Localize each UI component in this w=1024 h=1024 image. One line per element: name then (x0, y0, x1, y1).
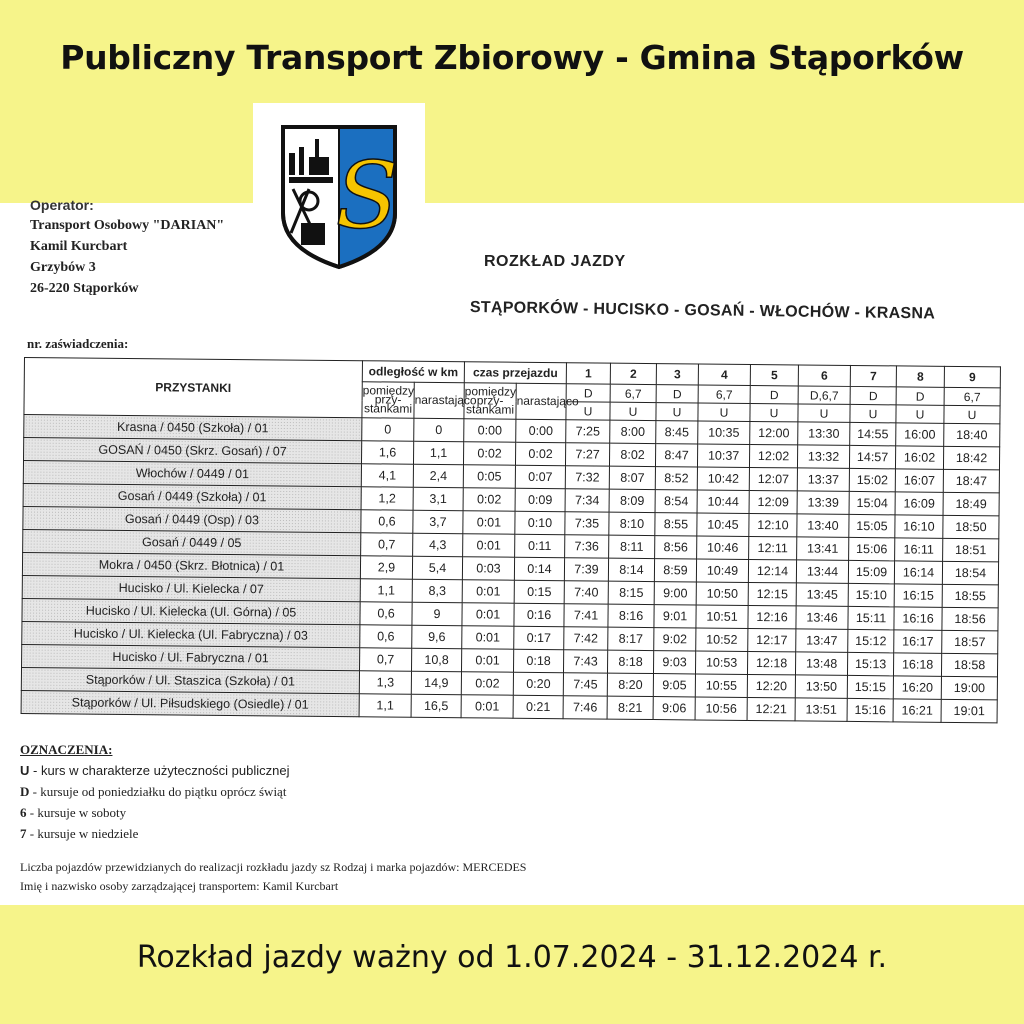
departure-time-cell: 15:13 (848, 652, 894, 675)
departure-time-cell: 13:37 (797, 468, 849, 491)
time-between-cell: 0:03 (462, 557, 514, 580)
stop-name-cell: Hucisko / Ul. Kielecka / 07 (22, 575, 360, 601)
departure-time-cell: 19:01 (941, 699, 997, 723)
departure-time-cell: 7:45 (563, 673, 607, 696)
departure-time-cell: 12:11 (749, 536, 797, 559)
time-between-cell: 0:01 (461, 695, 513, 718)
departure-time-cell: 13:32 (798, 445, 850, 468)
departure-time-cell: 16:16 (894, 607, 942, 630)
departure-time-cell: 8:07 (609, 466, 655, 489)
distance-cumulative-cell: 0 (414, 418, 464, 441)
distance-between-cell: 0 (362, 418, 414, 441)
course-days-cell: D (850, 386, 896, 404)
course-type-cell: U (944, 405, 1000, 424)
operator-label: Operator: (30, 197, 94, 213)
departure-time-cell: 12:18 (748, 651, 796, 674)
course-days-cell: D (896, 387, 944, 405)
departure-time-cell: 7:42 (564, 627, 608, 650)
departure-time-cell: 9:06 (653, 697, 695, 720)
departure-time-cell: 18:42 (943, 446, 999, 470)
coat-of-arms-icon (279, 123, 399, 271)
stop-name-cell: Stąporków / Ul. Piłsudskiego (Osiedle) / 01 (21, 690, 359, 716)
distance-between-cell: 4,1 (361, 464, 413, 487)
notes (20, 858, 526, 896)
departure-time-cell: 18:57 (942, 630, 998, 654)
departure-time-cell: 8:09 (609, 489, 655, 512)
departure-time-cell: 13:30 (798, 422, 850, 445)
departure-time-cell: 10:46 (697, 536, 749, 559)
time-cumulative-cell: 0:09 (515, 488, 565, 511)
departure-time-cell: 10:42 (697, 467, 749, 490)
course-type-cell: U (750, 403, 798, 421)
time-between-header: pomiędzy przy-stankami (464, 383, 516, 419)
course-number-header: 8 (896, 366, 944, 387)
departure-time-cell: 15:10 (848, 583, 894, 606)
departure-time-cell: 8:45 (656, 421, 698, 444)
departure-time-cell: 12:21 (747, 697, 795, 720)
departure-time-cell: 15:02 (849, 468, 895, 491)
departure-time-cell: 16:11 (895, 538, 943, 561)
time-cumulative-cell: 0:16 (514, 603, 564, 626)
departure-time-cell: 18:47 (943, 469, 999, 493)
time-cumulative-cell: 0:10 (515, 511, 565, 534)
distance-cumulative-cell: 5,4 (412, 556, 462, 579)
operator-line: Grzybów 3 (30, 260, 96, 275)
departure-time-cell: 19:00 (941, 676, 997, 700)
departure-time-cell: 18:40 (944, 423, 1000, 447)
departure-time-cell: 12:17 (748, 628, 796, 651)
stop-name-cell: Włochów / 0449 / 01 (23, 461, 361, 487)
departure-time-cell: 13:40 (797, 514, 849, 537)
operator-line: Kamil Kurcbart (30, 239, 128, 254)
departure-time-cell: 7:36 (565, 535, 609, 558)
departure-time-cell: 7:35 (565, 512, 609, 535)
vehicles-note: Liczba pojazdów przewidzianych do realizacji rozkładu jazdy sz Rodzaj i marka pojazdów: MERCEDES (20, 860, 527, 874)
course-number-header: 6 (798, 365, 850, 386)
stop-name-cell: Gosań / 0449 (Osp) / 03 (23, 506, 361, 532)
departure-time-cell: 12:14 (748, 559, 796, 582)
departure-time-cell: 10:45 (697, 513, 749, 536)
course-days-cell: 6,7 (698, 385, 750, 403)
logo-panel (253, 103, 425, 275)
distance-between-cell: 0,6 (361, 510, 413, 533)
departure-time-cell: 13:51 (795, 698, 847, 721)
departure-time-cell: 12:02 (750, 444, 798, 467)
time-between-cell: 0:05 (463, 465, 515, 488)
departure-time-cell: 15:06 (849, 537, 895, 560)
stop-name-cell: Gosań / 0449 / 05 (23, 529, 361, 555)
departure-time-cell: 18:58 (942, 653, 998, 677)
departure-time-cell: 13:41 (797, 537, 849, 560)
departure-time-cell: 8:02 (610, 443, 656, 466)
departure-time-cell: 7:43 (564, 650, 608, 673)
departure-time-cell: 12:16 (748, 605, 796, 628)
page-title: Publiczny Transport Zbiorowy - Gmina Stąporków (60, 38, 964, 77)
departure-time-cell: 12:10 (749, 513, 797, 536)
departure-time-cell: 8:15 (608, 581, 654, 604)
timetable-table-wrap (21, 357, 1001, 723)
stop-name-cell: Gosań / 0449 (Szkoła) / 01 (23, 483, 361, 509)
course-type-cell: U (610, 402, 656, 420)
departure-time-cell: 12:20 (747, 674, 795, 697)
time-cumulative-header: narastająco (516, 383, 566, 419)
departure-time-cell: 10:53 (696, 651, 748, 674)
schedule-title: ROZKŁAD JAZDY (484, 253, 626, 270)
time-header: czas przejazdu (464, 362, 566, 384)
course-number-header: 1 (566, 363, 610, 384)
departure-time-cell: 16:09 (895, 492, 943, 515)
distance-cumulative-cell: 2,4 (413, 464, 463, 487)
course-days-cell: 6,7 (944, 387, 1000, 406)
distance-cumulative-cell: 9 (412, 602, 462, 625)
time-cumulative-cell: 0:20 (513, 672, 563, 695)
svg-text:S: S (335, 142, 399, 249)
distance-between-cell: 0,6 (360, 602, 412, 625)
departure-time-cell: 9:05 (653, 674, 695, 697)
time-cumulative-cell: 0:11 (515, 534, 565, 557)
departure-time-cell: 14:57 (849, 445, 895, 468)
departure-time-cell: 12:09 (749, 490, 797, 513)
departure-time-cell: 8:47 (656, 444, 698, 467)
distance-cumulative-cell: 9,6 (412, 625, 462, 648)
distance-between-header: pomiędzy przy-stankami (362, 382, 414, 418)
departure-time-cell: 9:03 (654, 651, 696, 674)
distance-between-cell: 1,1 (360, 579, 412, 602)
operator-line: 26-220 Stąporków (30, 281, 139, 296)
operator-line: Transport Osobowy "DARIAN" (30, 218, 225, 233)
time-between-cell: 0:00 (464, 419, 516, 442)
departure-time-cell: 9:01 (654, 605, 696, 628)
departure-time-cell: 13:47 (796, 629, 848, 652)
departure-time-cell: 16:20 (893, 676, 941, 699)
time-between-cell: 0:02 (463, 488, 515, 511)
timetable-table (21, 357, 1001, 723)
departure-time-cell: 18:54 (942, 561, 998, 585)
time-between-cell: 0:02 (461, 672, 513, 695)
course-type-cell: U (698, 403, 750, 421)
stop-name-cell: Hucisko / Ul. Kielecka (Ul. Górna) / 05 (22, 598, 360, 624)
departure-time-cell: 10:35 (698, 421, 750, 444)
departure-time-cell: 13:48 (796, 652, 848, 675)
distance-cumulative-cell: 4,3 (413, 533, 463, 556)
course-number-header: 4 (698, 364, 750, 385)
course-number-header: 7 (850, 365, 896, 386)
departure-time-cell: 10:51 (696, 605, 748, 628)
departure-time-cell: 15:11 (848, 606, 894, 629)
course-type-cell: U (896, 405, 944, 423)
departure-time-cell: 12:15 (748, 582, 796, 605)
time-between-cell: 0:01 (463, 534, 515, 557)
departure-time-cell: 16:18 (894, 653, 942, 676)
distance-between-cell: 0,7 (360, 648, 412, 671)
departure-time-cell: 8:20 (607, 673, 653, 696)
distance-between-cell: 1,6 (361, 441, 413, 464)
time-between-cell: 0:01 (462, 580, 514, 603)
departure-time-cell: 8:11 (609, 535, 655, 558)
departure-time-cell: 10:56 (695, 697, 747, 720)
departure-time-cell: 15:09 (848, 560, 894, 583)
time-between-cell: 0:02 (464, 442, 516, 465)
course-number-header: 2 (610, 363, 656, 384)
distance-cumulative-cell: 3,7 (413, 510, 463, 533)
course-number-header: 5 (750, 364, 798, 385)
departure-time-cell: 8:16 (608, 604, 654, 627)
stop-name-cell: Krasna / 0450 (Szkoła) / 01 (24, 415, 362, 441)
departure-time-cell: 18:50 (943, 515, 999, 539)
departure-time-cell: 7:25 (566, 420, 610, 443)
stop-name-cell: Mokra / 0450 (Skrz. Błotnica) / 01 (22, 552, 360, 578)
departure-time-cell: 12:07 (749, 467, 797, 490)
course-days-cell: D,6,7 (798, 386, 850, 404)
time-between-cell: 0:01 (462, 649, 514, 672)
departure-time-cell: 10:55 (695, 674, 747, 697)
departure-time-cell: 15:05 (849, 514, 895, 537)
course-days-cell: D (750, 385, 798, 403)
departure-time-cell: 18:56 (942, 607, 998, 631)
distance-cumulative-cell: 10,8 (412, 648, 462, 671)
departure-time-cell: 8:55 (655, 513, 697, 536)
departure-time-cell: 10:37 (698, 444, 750, 467)
departure-time-cell: 10:52 (696, 628, 748, 651)
departure-time-cell: 16:07 (895, 469, 943, 492)
departure-time-cell: 8:18 (608, 650, 654, 673)
course-type-cell: U (850, 404, 896, 422)
timetable-document (0, 197, 1024, 905)
time-between-cell: 0:01 (462, 626, 514, 649)
legend-title: OZNACZENIA: (20, 742, 113, 757)
course-days-cell: D (566, 384, 610, 402)
departure-time-cell: 8:54 (655, 490, 697, 513)
departure-time-cell: 16:21 (893, 699, 941, 722)
course-number-header: 3 (656, 364, 698, 385)
distance-cumulative-header: narastająco (414, 382, 464, 418)
departure-time-cell: 10:50 (696, 582, 748, 605)
distance-cumulative-cell: 3,1 (413, 487, 463, 510)
time-cumulative-cell: 0:00 (516, 419, 566, 442)
departure-time-cell: 7:27 (566, 443, 610, 466)
legend-item: D - kursuje od poniedziałku do piątku oprócz świąt (20, 784, 287, 799)
course-number-header: 9 (944, 366, 1000, 388)
time-cumulative-cell: 0:17 (514, 626, 564, 649)
stops-header: PRZYSTANKI (24, 358, 363, 418)
departure-time-cell: 9:00 (654, 582, 696, 605)
legend-item: 6 - kursuje w soboty (20, 805, 127, 820)
departure-time-cell: 12:00 (750, 421, 798, 444)
distance-cumulative-cell: 1,1 (413, 441, 463, 464)
time-cumulative-cell: 0:14 (514, 557, 564, 580)
course-type-cell: U (566, 402, 610, 420)
time-cumulative-cell: 0:21 (513, 695, 563, 718)
departure-time-cell: 9:02 (654, 628, 696, 651)
departure-time-cell: 13:46 (796, 606, 848, 629)
departure-time-cell: 16:17 (894, 630, 942, 653)
route-title: STĄPORKÓW - HUCISKO - GOSAŃ - WŁOCHÓW - KRASNA (469, 299, 936, 323)
departure-time-cell: 15:04 (849, 491, 895, 514)
course-days-cell: D (656, 385, 698, 403)
distance-between-cell: 1,3 (359, 671, 411, 694)
departure-time-cell: 18:55 (942, 584, 998, 608)
departure-time-cell: 10:49 (696, 559, 748, 582)
course-days-cell: 6,7 (610, 384, 656, 402)
certificate-label: nr. zaświadczenia: (27, 336, 129, 351)
departure-time-cell: 18:51 (943, 538, 999, 562)
departure-time-cell: 8:59 (654, 559, 696, 582)
departure-time-cell: 7:40 (564, 581, 608, 604)
manager-note: Imię i nazwisko osoby zarządzającej transportem: Kamil Kurcbart (20, 879, 339, 893)
departure-time-cell: 16:15 (894, 584, 942, 607)
departure-time-cell: 18:49 (943, 492, 999, 516)
distance-between-cell: 0,7 (361, 533, 413, 556)
departure-time-cell: 16:14 (894, 561, 942, 584)
stop-name-cell: Hucisko / Ul. Kielecka (Ul. Fabryczna) / 03 (22, 621, 360, 647)
departure-time-cell: 7:39 (564, 558, 608, 581)
legend (20, 739, 290, 844)
departure-time-cell: 15:16 (847, 698, 893, 721)
departure-time-cell: 13:39 (797, 491, 849, 514)
departure-time-cell: 16:10 (895, 515, 943, 538)
time-cumulative-cell: 0:07 (515, 465, 565, 488)
stop-name-cell: GOSAŃ / 0450 (Skrz. Gosań) / 07 (24, 438, 362, 464)
departure-time-cell: 13:45 (796, 583, 848, 606)
departure-time-cell: 8:52 (655, 467, 697, 490)
departure-time-cell: 7:32 (565, 466, 609, 489)
departure-time-cell: 15:12 (848, 629, 894, 652)
departure-time-cell: 14:55 (850, 422, 896, 445)
departure-time-cell: 16:02 (895, 446, 943, 469)
departure-time-cell: 15:15 (847, 675, 893, 698)
course-type-cell: U (656, 403, 698, 421)
distance-cumulative-cell: 8,3 (412, 579, 462, 602)
stop-name-cell: Hucisko / Ul. Fabryczna / 01 (22, 644, 360, 670)
validity-note: Rozkład jazdy ważny od 1.07.2024 - 31.12.2024 r. (136, 940, 888, 975)
distance-header: odległość w km (362, 361, 464, 383)
departure-time-cell: 13:50 (795, 675, 847, 698)
distance-between-cell: 2,9 (360, 556, 412, 579)
departure-time-cell: 8:56 (655, 536, 697, 559)
distance-cumulative-cell: 16,5 (411, 694, 461, 717)
departure-time-cell: 10:44 (697, 490, 749, 513)
stop-name-cell: Stąporków / Ul. Staszica (Szkoła) / 01 (21, 667, 359, 693)
time-between-cell: 0:01 (462, 603, 514, 626)
departure-time-cell: 13:44 (796, 560, 848, 583)
departure-time-cell: 8:10 (609, 512, 655, 535)
time-between-cell: 0:01 (463, 511, 515, 534)
time-cumulative-cell: 0:02 (515, 442, 565, 465)
departure-time-cell: 7:34 (565, 489, 609, 512)
distance-between-cell: 1,1 (359, 694, 411, 717)
time-cumulative-cell: 0:18 (514, 649, 564, 672)
distance-between-cell: 0,6 (360, 625, 412, 648)
course-type-cell: U (798, 404, 850, 422)
departure-time-cell: 8:21 (607, 696, 653, 719)
distance-cumulative-cell: 14,9 (411, 671, 461, 694)
departure-time-cell: 8:14 (608, 558, 654, 581)
departure-time-cell: 16:00 (896, 423, 944, 446)
legend-item: 7 - kursuje w niedziele (20, 826, 139, 841)
departure-time-cell: 8:17 (608, 627, 654, 650)
operator-info (30, 197, 225, 299)
distance-between-cell: 1,2 (361, 487, 413, 510)
departure-time-cell: 7:46 (563, 696, 607, 719)
legend-item: U - kurs w charakterze użyteczności publicznej (20, 763, 290, 778)
time-cumulative-cell: 0:15 (514, 580, 564, 603)
departure-time-cell: 7:41 (564, 604, 608, 627)
departure-time-cell: 8:00 (610, 420, 656, 443)
